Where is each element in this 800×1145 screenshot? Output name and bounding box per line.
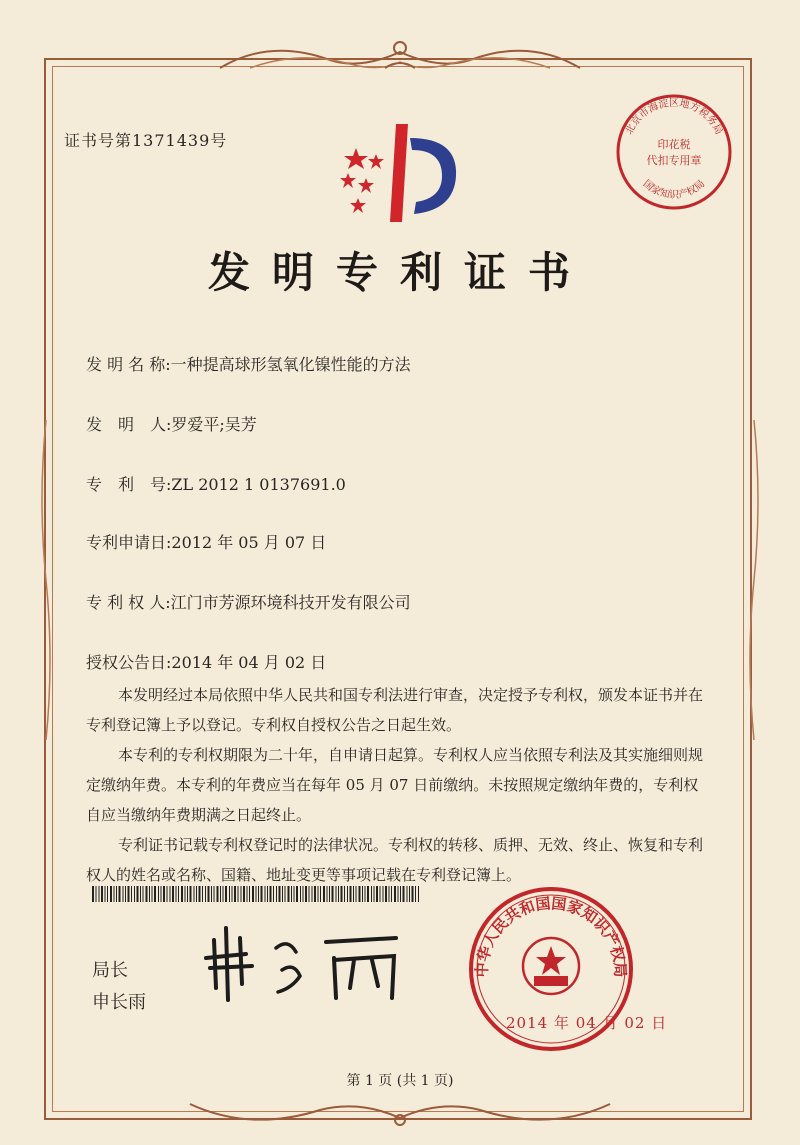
body-paragraph: 本专利的专利权期限为二十年，自申请日起算。专利权人应当依照专利法及其实施细则规定缴纳年费。本专利的年费应当在每年 05 月 07 日前缴纳。未按照规定缴纳年费的，专利权自应当缴纳年费期满之日起终止。 [86,746,704,824]
body-paragraph: 专利证书记载专利权登记时的法律状况。专利权的转移、质押、无效、终止、恢复和专利权人的姓名或名称、国籍、地址变更等事项记载在专利登记簿上。 [86,836,704,884]
bottom-ornament-icon [180,1096,620,1132]
field-value: 一种提高球形氢氧化镍性能的方法 [170,355,411,374]
field-patent-number [86,472,346,495]
field-value: 2012 年 05 月 07 日 [171,533,327,552]
body-paragraph: 本发明经过本局依照中华人民共和国专利法进行审查，决定授予专利权，颁发本证书并在专利登记簿上予以登记。专利权自授权公告之日起生效。 [86,686,704,734]
field-label: 专 利 权 人: [86,593,171,612]
barcode-icon [92,886,422,902]
left-ornament-icon [36,420,56,740]
field-label: 授权公告日: [86,653,172,672]
tax-stamp-icon [614,92,734,212]
seal-date: 2014 年 04 月 02 日 [506,1014,668,1032]
tax-stamp-line1: 印花税 [657,138,691,151]
field-invention-name [86,352,411,375]
field-value: ZL 2012 1 0137691.0 [171,475,346,494]
sipo-logo-icon [336,118,466,228]
page-footer: 第 1 页 (共 1 页) [346,1073,454,1089]
director-name: 申长雨 [92,992,146,1013]
seal-issuer-text: 中华人民共和国国家知识产权局 [472,894,630,978]
field-grant-date [86,650,326,673]
field-label: 专 利 号: [86,475,172,494]
certificate-body [86,680,706,890]
svg-text:北京市海淀区地方税务局 [623,96,725,136]
right-ornament-icon [744,420,764,740]
director-title: 局长 [92,960,128,981]
tax-stamp-line2: 代扣专用章 [646,154,702,167]
field-value: 2014 年 04 月 02 日 [171,653,327,672]
field-label: 发 明 名 称: [86,355,171,374]
top-ornament-icon [210,38,590,78]
director-signature-icon [196,918,416,1008]
field-patentee [86,590,411,613]
field-value: 罗爱平;吴芳 [171,415,257,434]
field-inventors [86,412,257,435]
certificate-title: 发明专利证书 [207,248,592,297]
tax-stamp-bottom-text: 国家知识产权局 [640,178,708,201]
svg-text:国家知识产权局 [641,178,708,201]
tax-stamp-top-text: 北京市海淀区地方税务局 [623,98,725,137]
field-label: 专利申请日: [86,533,172,552]
field-value: 江门市芳源环境科技开发有限公司 [170,593,411,612]
certificate-number: 证书号第1371439号 [64,131,228,150]
field-label: 发 明 人: [86,415,172,434]
field-application-date [86,530,326,553]
